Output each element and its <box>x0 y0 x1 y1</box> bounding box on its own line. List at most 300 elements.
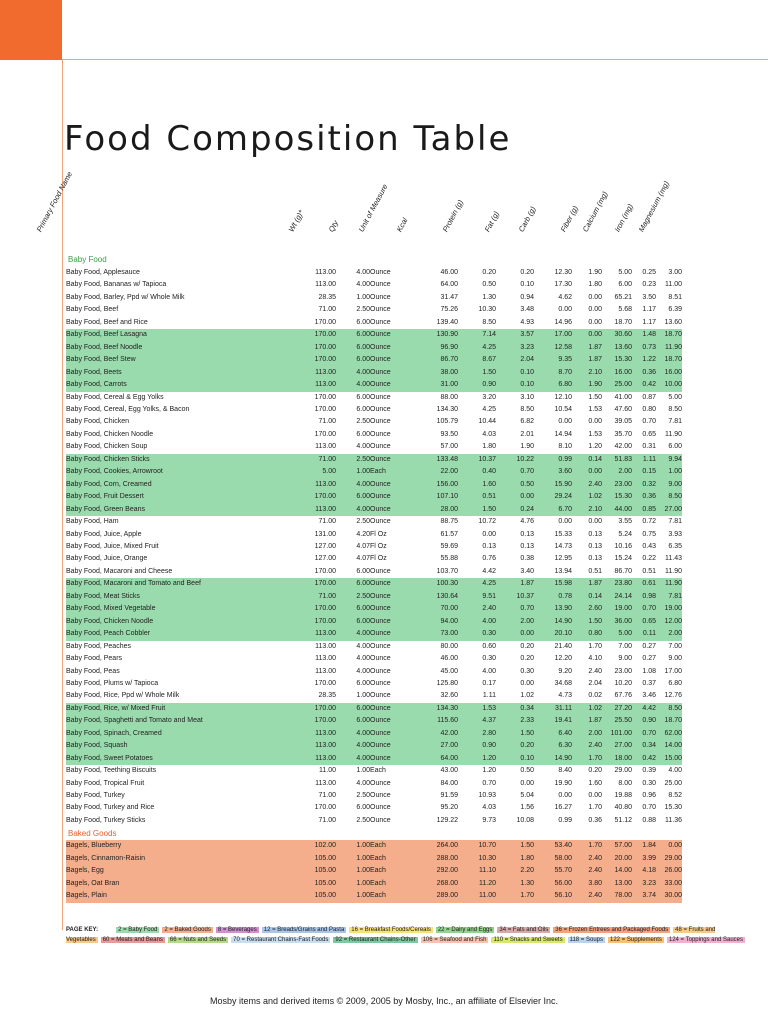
food-name-cell: Baby Food, Beef Lasagna <box>66 329 296 341</box>
section-header <box>66 827 682 840</box>
value-cell: 41.00 <box>614 393 632 401</box>
value-cell: 25.00 <box>664 779 682 787</box>
value-cell: 27.20 <box>602 703 632 715</box>
value-cell: Ounce <box>370 603 424 615</box>
value-cell: 0.00 <box>572 329 602 341</box>
value-cell: 88.00 <box>440 393 458 401</box>
value-cell: Ounce <box>370 354 424 366</box>
table-row <box>66 666 682 678</box>
value-cell: 1.02 <box>572 703 602 715</box>
page-key-entry: 34 = Fats and Oils <box>499 927 549 933</box>
food-name-cell: Baby Food, Macaroni and Tomato and Beef <box>66 578 296 590</box>
value-cell: 88.75 <box>440 518 458 526</box>
value-cell: 170.00 <box>314 405 336 413</box>
value-cell: 2.40 <box>572 853 602 865</box>
value-cell: 0.70 <box>496 466 534 478</box>
value-cell: 45.00 <box>440 667 458 675</box>
value-cell: 14.96 <box>554 318 572 326</box>
table-row <box>66 566 682 578</box>
table-row <box>66 292 682 304</box>
value-cell: 8.50 <box>520 405 534 413</box>
value-cell: 1.87 <box>496 578 534 590</box>
value-cell: 8.10 <box>558 443 572 451</box>
value-cell: 3.48 <box>520 306 534 314</box>
value-cell: 0.14 <box>572 591 602 603</box>
value-cell: 264.00 <box>424 840 458 852</box>
value-cell: 2.20 <box>496 865 534 877</box>
value-cell: 0.34 <box>496 703 534 715</box>
table-row <box>66 715 682 727</box>
value-cell: 15.24 <box>614 555 632 563</box>
value-cell: 2.40 <box>572 479 602 491</box>
value-cell: 17.00 <box>664 667 682 675</box>
value-cell: 2.50 <box>336 454 370 466</box>
value-cell: 0.70 <box>642 804 656 812</box>
value-cell: 1.87 <box>572 354 602 366</box>
value-cell: 1.00 <box>336 878 370 890</box>
value-cell: 14.00 <box>656 740 682 752</box>
value-cell: 170.00 <box>314 318 336 326</box>
value-cell: 5.00 <box>296 466 336 478</box>
value-cell: 10.37 <box>496 591 534 603</box>
value-cell: 170.00 <box>296 342 336 354</box>
page-key-entry: 36 = Frozen Entrees and Packaged Foods <box>555 927 669 933</box>
value-cell: 0.70 <box>642 418 656 426</box>
value-cell: 113.00 <box>315 269 336 276</box>
page-key-entry: 16 = Breakfast Foods/Cereals <box>351 927 431 933</box>
value-cell: 16.00 <box>602 367 632 379</box>
value-cell: 0.50 <box>482 281 496 289</box>
table-row <box>66 279 682 291</box>
value-cell: 8.00 <box>618 779 632 787</box>
table-row <box>66 342 682 354</box>
value-cell: 4.10 <box>588 655 602 663</box>
value-cell: 96.90 <box>424 342 458 354</box>
value-cell: 4.76 <box>520 518 534 526</box>
value-cell: 1.17 <box>642 318 656 326</box>
value-cell: 1.11 <box>482 692 496 700</box>
value-cell: 9.51 <box>458 591 496 603</box>
value-cell: Ounce <box>370 655 391 663</box>
value-cell: 71.00 <box>318 518 336 526</box>
value-cell: 10.54 <box>554 405 572 413</box>
value-cell: 67.76 <box>614 692 632 700</box>
table-row <box>66 728 682 740</box>
value-cell: 113.00 <box>315 281 336 289</box>
value-cell: 1.87 <box>572 342 602 354</box>
table-row <box>66 541 682 553</box>
value-cell: 73.00 <box>424 628 458 640</box>
value-cell: 10.08 <box>516 816 534 824</box>
value-cell: 1.50 <box>458 367 496 379</box>
value-cell: 2.40 <box>572 890 602 902</box>
value-cell: 0.50 <box>496 479 534 491</box>
value-cell: 8.40 <box>558 767 572 775</box>
value-cell: 2.40 <box>588 667 602 675</box>
value-cell: 0.88 <box>642 816 656 824</box>
page-key-entry: 2 = Baby Food <box>118 927 158 933</box>
value-cell: 16.27 <box>554 804 572 812</box>
value-cell: 86.70 <box>614 567 632 575</box>
value-cell: 31.00 <box>424 379 458 391</box>
value-cell: 57.00 <box>602 840 632 852</box>
value-cell: 14.00 <box>602 865 632 877</box>
value-cell: 4.00 <box>336 628 370 640</box>
value-cell: 3.20 <box>482 393 496 401</box>
value-cell: Ounce <box>370 679 391 687</box>
value-cell: 6.00 <box>336 578 370 590</box>
page-key-entry: 22 = Dairy and Eggs <box>437 927 493 933</box>
page-key-entry: 106 = Seafood and Fish <box>422 937 487 943</box>
value-cell: Each <box>370 890 424 902</box>
table-row <box>66 753 682 765</box>
value-cell: 4.18 <box>632 865 656 877</box>
table-row <box>66 853 682 865</box>
value-cell: 113.00 <box>315 779 336 787</box>
value-cell: 43.00 <box>440 767 458 775</box>
table-row <box>66 603 682 615</box>
table-row <box>66 890 682 902</box>
page-key-entry: 118 = Soups <box>569 937 603 943</box>
value-cell: Ounce <box>370 393 391 401</box>
table-row <box>66 591 682 603</box>
value-cell: 29.00 <box>614 767 632 775</box>
column-header: Fat (g) <box>482 209 502 234</box>
value-cell: 14.90 <box>534 616 572 628</box>
value-cell: 5.24 <box>618 530 632 538</box>
value-cell: 1.00 <box>336 840 370 852</box>
value-cell: 0.00 <box>520 679 534 687</box>
value-cell: 6.00 <box>336 603 370 615</box>
value-cell: Ounce <box>370 715 424 727</box>
value-cell: Ounce <box>370 816 391 824</box>
value-cell: 0.02 <box>588 692 602 700</box>
value-cell: 288.00 <box>424 853 458 865</box>
value-cell: 1.53 <box>588 430 602 438</box>
value-cell: Ounce <box>370 443 391 451</box>
food-name-cell: Baby Food, Rice, w/ Mixed Fruit <box>66 703 296 715</box>
value-cell: 0.75 <box>642 530 656 538</box>
value-cell: 56.00 <box>534 878 572 890</box>
value-cell: 0.24 <box>496 504 534 516</box>
value-cell: 64.00 <box>440 281 458 289</box>
value-cell: 40.80 <box>614 804 632 812</box>
value-cell: 71.00 <box>296 454 336 466</box>
value-cell: 2.80 <box>458 728 496 740</box>
value-cell: 113.00 <box>296 728 336 740</box>
value-cell: Ounce <box>370 779 391 787</box>
page-key-entry: 2 = Baked Goods <box>164 927 211 933</box>
value-cell: 11.00 <box>319 767 336 775</box>
value-cell: 10.30 <box>458 853 496 865</box>
value-cell: 0.70 <box>632 603 656 615</box>
value-cell: 1.70 <box>588 804 602 812</box>
value-cell: Ounce <box>370 281 391 289</box>
value-cell: Ounce <box>370 753 424 765</box>
value-cell: 4.00 <box>356 655 370 663</box>
value-cell: 33.00 <box>656 878 682 890</box>
value-cell: 113.00 <box>315 667 336 675</box>
value-cell: 9.00 <box>668 655 682 663</box>
value-cell: Ounce <box>370 642 391 650</box>
food-name-cell: Baby Food, Tropical Fruit <box>66 779 145 787</box>
value-cell: 4.00 <box>336 379 370 391</box>
value-cell: 0.13 <box>520 530 534 538</box>
value-cell: Ounce <box>370 379 424 391</box>
value-cell: 4.00 <box>356 281 370 289</box>
value-cell: 0.00 <box>496 628 534 640</box>
value-cell: 1.50 <box>588 393 602 401</box>
value-cell: 131.00 <box>314 530 336 538</box>
value-cell: 8.50 <box>668 405 682 413</box>
value-cell: 0.13 <box>588 530 602 538</box>
value-cell: 18.70 <box>656 715 682 727</box>
value-cell: 170.00 <box>314 804 336 812</box>
value-cell: 8.50 <box>482 318 496 326</box>
value-cell: 1.70 <box>572 840 602 852</box>
value-cell: 3.10 <box>520 393 534 401</box>
food-name-cell: Baby Food, Plums w/ Tapioca <box>66 679 159 687</box>
value-cell: 0.51 <box>458 491 496 503</box>
value-cell: 0.80 <box>572 628 602 640</box>
food-name-cell: Bagels, Blueberry <box>66 840 296 852</box>
value-cell: 15.00 <box>656 753 682 765</box>
food-name-cell: Bagels, Cinnamon-Raisin <box>66 853 296 865</box>
table-row <box>66 553 682 565</box>
table-row <box>66 865 682 877</box>
table-row <box>66 641 682 653</box>
value-cell: 0.98 <box>632 591 656 603</box>
table-row <box>66 392 682 404</box>
value-cell: Ounce <box>370 318 391 326</box>
value-cell: 0.39 <box>642 767 656 775</box>
value-cell: 0.90 <box>632 715 656 727</box>
value-cell: 6.00 <box>356 567 370 575</box>
value-cell: 0.50 <box>520 767 534 775</box>
table-row <box>66 354 682 366</box>
value-cell: 19.00 <box>656 603 682 615</box>
value-cell: 1.80 <box>588 281 602 289</box>
value-cell: 1.50 <box>496 728 534 740</box>
value-cell: 6.70 <box>534 504 572 516</box>
value-cell: Ounce <box>370 293 391 301</box>
page-key-entry: 124 = Toppings and Sauces <box>668 937 743 943</box>
value-cell: 105.00 <box>296 878 336 890</box>
page-key-entry: 12 = Breads/Grains and Pasta <box>263 927 345 933</box>
value-cell: 20.00 <box>602 853 632 865</box>
value-cell: 9.00 <box>618 655 632 663</box>
food-name-cell: Baby Food, Green Beans <box>66 504 296 516</box>
value-cell: 0.00 <box>520 779 534 787</box>
food-name-cell: Baby Food, Cereal, Egg Yolks, & Bacon <box>66 405 190 413</box>
value-cell: 80.00 <box>440 642 458 650</box>
value-cell: 0.70 <box>496 603 534 615</box>
corner-accent-block <box>0 0 62 60</box>
value-cell: 113.00 <box>296 379 336 391</box>
value-cell: 1.70 <box>572 753 602 765</box>
value-cell: 1.22 <box>632 354 656 366</box>
value-cell: 4.00 <box>336 740 370 752</box>
table-row <box>66 740 682 752</box>
value-cell: 0.25 <box>642 269 656 276</box>
value-cell: 0.30 <box>482 655 496 663</box>
table-row <box>66 466 682 478</box>
value-cell: 170.00 <box>314 567 336 575</box>
value-cell: 1.08 <box>642 667 656 675</box>
table-row <box>66 653 682 665</box>
value-cell: 28.35 <box>318 692 336 700</box>
value-cell: 3.57 <box>496 329 534 341</box>
value-cell: 11.20 <box>458 878 496 890</box>
value-cell: 71.00 <box>318 306 336 314</box>
value-cell: 58.00 <box>534 853 572 865</box>
value-cell: 1.60 <box>588 779 602 787</box>
value-cell: 0.42 <box>632 379 656 391</box>
value-cell: 170.00 <box>314 393 336 401</box>
column-header: Wt (g)* <box>286 208 306 234</box>
food-name-cell: Baby Food, Juice, Mixed Fruit <box>66 542 159 550</box>
value-cell: 105.00 <box>296 865 336 877</box>
value-cell: 1.00 <box>656 466 682 478</box>
value-cell: 56.10 <box>534 890 572 902</box>
value-cell: 32.60 <box>440 692 458 700</box>
value-cell: 5.68 <box>618 306 632 314</box>
value-cell: 3.40 <box>520 567 534 575</box>
value-cell: 12.58 <box>534 342 572 354</box>
value-cell: 13.60 <box>602 342 632 354</box>
value-cell: 15.33 <box>554 530 572 538</box>
value-cell: 29.00 <box>656 853 682 865</box>
value-cell: 62.00 <box>656 728 682 740</box>
value-cell: 170.00 <box>314 430 336 438</box>
value-cell: 8.67 <box>458 354 496 366</box>
value-cell: 6.00 <box>336 329 370 341</box>
value-cell: 8.70 <box>534 367 572 379</box>
value-cell: 1.48 <box>632 329 656 341</box>
value-cell: 1.00 <box>356 293 370 301</box>
value-cell: 27.00 <box>602 740 632 752</box>
value-cell: Ounce <box>370 518 391 526</box>
food-name-cell: Baby Food, Cereal & Egg Yolks <box>66 393 164 401</box>
page-key-entry: 70 = Restaurant Chains-Fast Foods <box>233 937 329 943</box>
value-cell: 103.70 <box>436 567 458 575</box>
value-cell: 1.00 <box>336 853 370 865</box>
value-cell: 0.00 <box>588 293 602 301</box>
value-cell: 2.00 <box>656 628 682 640</box>
food-name-cell: Baby Food, Sweet Potatoes <box>66 753 296 765</box>
value-cell: Each <box>370 466 424 478</box>
value-cell: 1.87 <box>572 578 602 590</box>
value-cell: 42.00 <box>614 443 632 451</box>
value-cell: 2.01 <box>520 430 534 438</box>
food-name-cell: Baby Food, Chicken Sticks <box>66 454 296 466</box>
value-cell: 25.50 <box>602 715 632 727</box>
value-cell: 2.60 <box>572 603 602 615</box>
value-cell: 3.99 <box>632 853 656 865</box>
value-cell: 0.60 <box>482 642 496 650</box>
value-cell: 100.30 <box>424 578 458 590</box>
value-cell: 1.90 <box>572 379 602 391</box>
value-cell: 5.00 <box>618 269 632 276</box>
table-row <box>66 404 682 416</box>
value-cell: 4.03 <box>482 804 496 812</box>
value-cell: 127.00 <box>314 555 336 563</box>
value-cell: 1.02 <box>572 491 602 503</box>
value-cell: 0.00 <box>558 418 572 426</box>
value-cell: 102.00 <box>296 840 336 852</box>
value-cell: 9.73 <box>482 816 496 824</box>
value-cell: 4.00 <box>482 667 496 675</box>
value-cell: 14.73 <box>554 542 572 550</box>
value-cell: 125.80 <box>436 679 458 687</box>
table-row <box>66 616 682 628</box>
value-cell: 20.10 <box>534 628 572 640</box>
value-cell: 0.22 <box>642 555 656 563</box>
value-cell: Fl Oz <box>370 542 387 550</box>
value-cell: 11.43 <box>665 555 682 563</box>
value-cell: 0.00 <box>558 792 572 800</box>
table-row <box>66 778 682 790</box>
table-row <box>66 379 682 391</box>
value-cell: 9.94 <box>656 454 682 466</box>
value-cell: Each <box>370 853 424 865</box>
value-cell: 84.00 <box>440 779 458 787</box>
value-cell: 46.00 <box>440 655 458 663</box>
value-cell: 0.40 <box>458 466 496 478</box>
value-cell: 10.93 <box>478 792 496 800</box>
value-cell: 51.83 <box>602 454 632 466</box>
page-key-entry: 48 = Fruits and Vegetables <box>66 927 716 943</box>
food-name-cell: Baby Food, Ham <box>66 518 119 526</box>
value-cell: 7.00 <box>668 642 682 650</box>
food-name-cell: Baby Food, Peaches <box>66 642 131 650</box>
value-cell: 17.30 <box>554 281 572 289</box>
value-cell: 3.60 <box>534 466 572 478</box>
value-cell: 9.20 <box>558 667 572 675</box>
value-cell: 0.73 <box>632 342 656 354</box>
value-cell: Ounce <box>370 430 391 438</box>
value-cell: 0.20 <box>588 767 602 775</box>
value-cell: 0.90 <box>458 740 496 752</box>
value-cell: 55.70 <box>534 865 572 877</box>
value-cell: 7.81 <box>668 518 682 526</box>
value-cell: 12.76 <box>664 692 682 700</box>
value-cell: 1.00 <box>336 865 370 877</box>
value-cell: 11.00 <box>665 281 682 289</box>
value-cell: 0.31 <box>642 443 656 451</box>
value-cell: 23.00 <box>602 479 632 491</box>
column-header: Carb (g) <box>516 204 538 234</box>
table-row <box>66 454 682 466</box>
value-cell: 4.07 <box>356 542 370 550</box>
value-cell: 0.00 <box>656 840 682 852</box>
value-cell: 1.00 <box>356 767 370 775</box>
food-name-cell: Baby Food, Turkey Sticks <box>66 816 146 824</box>
food-name-cell: Baby Food, Meat Sticks <box>66 591 296 603</box>
value-cell: 3.55 <box>618 518 632 526</box>
food-name-cell: Baby Food, Juice, Orange <box>66 555 148 563</box>
food-name-cell: Baby Food, Chicken Noodle <box>66 430 154 438</box>
page-key-label: PAGE KEY: <box>66 927 99 933</box>
table-row <box>66 840 682 852</box>
value-cell: 19.41 <box>534 715 572 727</box>
value-cell: 15.30 <box>602 491 632 503</box>
column-header: Protein (g) <box>440 198 466 234</box>
value-cell: 57.00 <box>440 443 458 451</box>
food-name-cell: Baby Food, Peas <box>66 667 120 675</box>
value-cell: 4.93 <box>520 318 534 326</box>
value-cell: Ounce <box>370 329 424 341</box>
